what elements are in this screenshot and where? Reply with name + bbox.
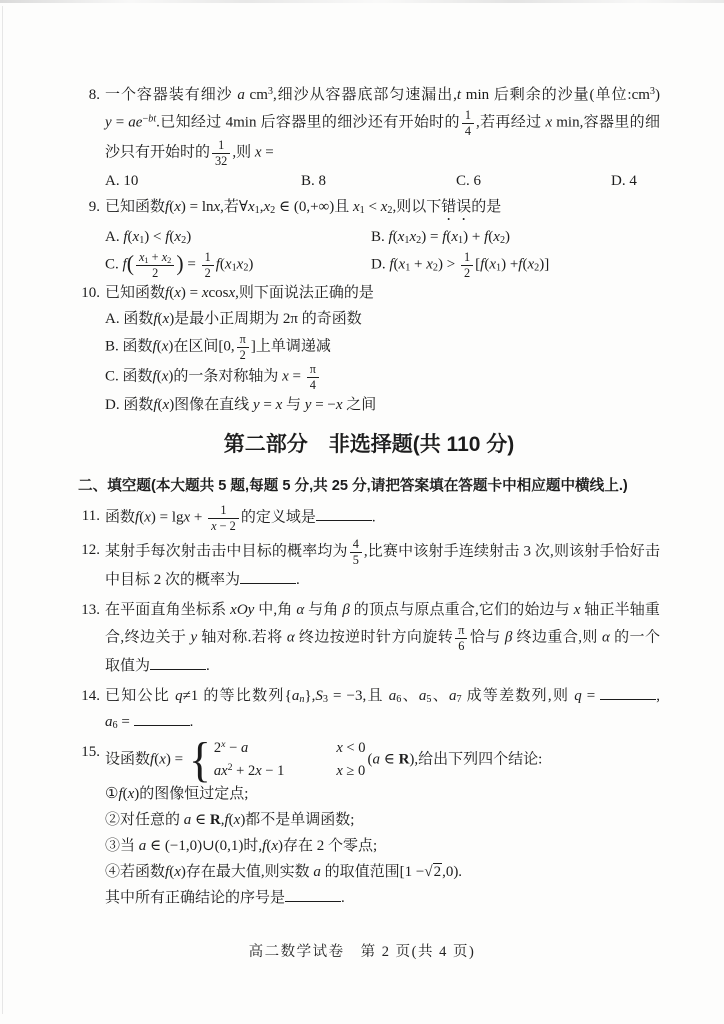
question-10 — [78, 280, 660, 418]
question-12-body — [100, 537, 660, 593]
question-15-number: 15. — [81, 744, 100, 760]
question-13-line-2: 合,终边关于 y 轴对称.若将 α 终边按逆时针方向旋转 $\frac{\pi}{6}$ 恰与 β 终边重合,则 α 的一个 — [105, 623, 660, 653]
page-footer: 高二数学试卷 第 2 页(共 4 页) — [248, 944, 476, 960]
question-8 — [78, 82, 660, 194]
fill-in-instructions: 二、填空题(本大题共 5 题,每题 5 分,共 25 分,请把答案填在答题卡中相应题中横线上.) — [78, 478, 628, 494]
question-8-line-3: 沙只有开始时的 $\frac{1}{32}$ ,则 x = — [105, 138, 274, 168]
question-9-option-b: B. $f(x_1x_2) = f(x_1) + f(x_2)$ — [371, 229, 511, 247]
question-12-number: 12. — [81, 542, 100, 558]
question-10-option-d: D. 函数f(x)图像在直线 y = x 与 y = −x 之间 — [105, 397, 377, 413]
question-11-stem: 函数f(x) = lgx + $\frac{1}{x - 2}$ 的定义域是 . — [105, 503, 376, 533]
scan-artifact-left — [2, 6, 3, 1014]
question-8-number: 8. — [88, 87, 100, 103]
question-11 — [78, 503, 660, 533]
question-9-stem: 已知函数f(x) = lnx,若$\forall x_1,x_2$ ∈ (0,+∞)且 $x_1 < x_2$,则以下错误的是 — [105, 199, 502, 217]
question-9-option-d: D. $f(x_1 + x_2)$ > $\frac{1}{2}$ $[f(x_1) +f(x_2)]$ — [371, 250, 550, 280]
question-13-number: 13. — [81, 602, 100, 618]
question-10-option-a: A. 函数f(x)是最小正周期为 2π 的奇函数 — [105, 311, 362, 327]
question-8-line-1: 一个容器装有细沙 a $cm^3$,细沙从容器底部匀速漏出,t min 后剩余的沙量(单位$:cm^3$) — [105, 85, 660, 103]
question-14-line-2: $a_6$ = . — [105, 709, 660, 735]
question-9-option-a: A. $f(x_1) < f(x_2)$ — [105, 229, 192, 247]
question-15-final: 其中所有正确结论的序号是 . — [105, 885, 660, 911]
question-10-option-c: C. 函数f(x)的一条对称轴为 x = $\frac{\pi}{4}$ — [105, 362, 660, 392]
question-12 — [78, 537, 660, 593]
question-15-conclusion-4: ④若函数f(x)存在最大值,则实数 a 的取值范围[1 −√2,0). — [105, 864, 463, 880]
question-9-option-c: C. f( $\frac{x_1 + x_2}{2}$ ) = $\frac{1}{2}$ $f(x_1x_2)$ — [105, 250, 254, 280]
question-13-line-3: 取值为 . — [105, 653, 660, 679]
question-12-line-2: 中目标 2 次的概率为 . — [105, 567, 660, 593]
question-15-conclusion-2: ②对任意的 a ∈ R,f(x)都不是单调函数; — [105, 812, 355, 828]
question-8-body — [100, 82, 660, 194]
question-15-body — [100, 733, 660, 911]
question-8-options — [105, 168, 660, 194]
question-14 — [78, 683, 660, 735]
section-2-header: 第二部分 非选择题(共 110 分) — [223, 433, 515, 456]
question-9-number: 9. — [88, 199, 100, 215]
question-10-option-b: B. 函数f(x)在区间[0, $\frac{\pi}{2}$ ]上单调递减 — [105, 332, 331, 362]
question-11-number: 11. — [81, 508, 100, 524]
question-14-body — [100, 683, 660, 735]
question-11-body — [100, 503, 660, 533]
question-8-option-d: D. 4 — [611, 173, 637, 189]
question-8-line-2: $y = ae^{-bt}$.已知经过 4min 后容器里的细沙还有开始时的 $\frac{1}{4}$ ,若再经过 x min,容器里的细 — [105, 108, 660, 138]
question-14-line-1: 已知公比 q≠1 的等比数列$\{a_n\},S_3 = -3$,且 $a_6$、$a_5$、$a_7$ 成等差数列,则 q = , — [105, 683, 660, 709]
question-8-option-a: A. 10 — [105, 173, 139, 189]
question-15 — [78, 733, 660, 911]
question-13-body — [100, 597, 660, 679]
scan-artifact-top — [0, 0, 724, 3]
question-10-number: 10. — [81, 285, 100, 301]
question-10-body — [100, 280, 660, 418]
question-13-line-1: 在平面直角坐标系 xOy 中,角 α 与角 β 的顶点与原点重合,它们的始边与 x 轴正半轴重 — [105, 602, 660, 618]
question-13 — [78, 597, 660, 679]
question-15-stem: 设函数f(x) = { $2^x - a$ x < 0 $ax^2 + 2x - 1$ x ≥ 0 (a ∈ R),给出下列四个结论: — [105, 733, 543, 787]
question-9-options — [105, 224, 660, 280]
question-15-conclusion-1: ①f(x)的图像恒过定点; — [105, 786, 249, 802]
question-12-line-1: 某射手每次射击击中目标的概率均为 $\frac{4}{5}$ ,比赛中该射手连续射击 3 次,则该射手恰好击 — [105, 537, 660, 567]
question-9-body — [100, 194, 660, 280]
question-10-stem: 已知函数f(x) = xcosx,则下面说法正确的是 — [105, 285, 374, 301]
question-8-option-b: B. 8 — [301, 173, 327, 189]
exam-content — [78, 82, 660, 911]
question-9 — [78, 194, 660, 280]
question-8-option-c: C. 6 — [456, 173, 482, 189]
question-15-conclusion-3: ③当 a ∈ (−1,0)∪(0,1)时,f(x)存在 2 个零点; — [105, 838, 378, 854]
question-14-number: 14. — [81, 688, 100, 704]
